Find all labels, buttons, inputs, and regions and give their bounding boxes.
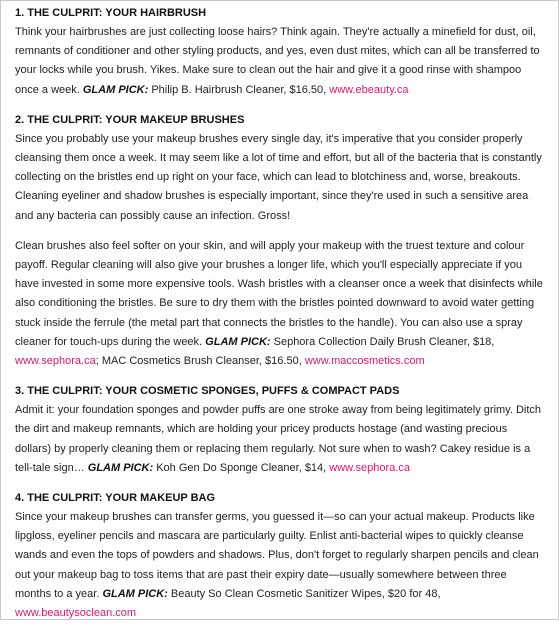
glam-pick-label: GLAM PICK: [82, 83, 149, 96]
paragraph-text: Admit it: your foundation sponges and powder puffs are one stroke away from being legitimately grimy. Ditch the dirt and makeup remnants, which are holding your pricey products hostage (and wasting precious dollars) by properly cleaning them or replacing them regularly. Not sure when to wash? Cakey residue is a tell-tale sign… [15, 404, 542, 474]
glam-pick-text: Philip B. Hairbrush Cleaner, $16.50, [148, 83, 330, 96]
section-heading: 2. THE CULPRIT: YOUR MAKEUP BRUSHES [15, 113, 245, 126]
section-makeup-bag [15, 489, 545, 623]
section-paragraph [15, 401, 545, 478]
section-heading: 1. THE CULPRIT: YOUR HAIRBRUSH [15, 7, 207, 19]
glam-pick-label: GLAM PICK: [205, 335, 271, 348]
glam-pick-label: GLAM PICK: [87, 461, 154, 474]
section-paragraph [15, 237, 545, 371]
sephora-link[interactable]: www.sephora.ca [329, 461, 410, 474]
article-body [15, 4, 545, 634]
paragraph-text: Since your makeup brushes can transfer germs, you guessed it—so can your actual makeup. Products like lipgloss, eyeliner pencils and mascara are particularly guilty. Enlist anti-bacterial wipes to quickly cleanse wands and even the tops of powders and shadows. Plus, don't forget to regularly sharpen pencils and clean out your makeup bag to toss items that are past their expiry date—usually somewhere between three months to a year. [15, 511, 539, 600]
paragraph-text: Since you probably use your makeup brushes every single day, it's imperative that you consider properly cleansing them once a week. It may seem like a lot of time and effort, but all of the bacteria that is constantly collecting on the bristles end up right on your face, which can lead to blotchiness and, worse, breakouts. Cleaning eyeliner and shadow brushes is especially important, since they're used in such a sensitive area and any bacteria can possibly cause an infection. Gross! [15, 132, 542, 222]
paragraph-text: Clean brushes also feel softer on your skin, and will apply your makeup with the truest texture and colour payoff. Regular cleaning will also give your brushes a longer life, which you'll especially appreciate if you have invested in some more expensive tools. Wash bristles with a cleanser once a week that disinfects while also conditioning the bristles. Be sure to dry them with the bristles pointed downward to avoid water getting stuck inside the ferrule (the metal part that connects the bristles to the handle). You can also use a spray cleaner for touch-ups during the week. [15, 239, 543, 348]
ebeauty-link[interactable]: www.ebeauty.ca [329, 83, 409, 96]
section-sponges [15, 382, 545, 478]
beautysoclean-link[interactable]: www.beautysoclean.com [15, 607, 137, 620]
section-paragraph [15, 23, 545, 100]
maccosmetics-link[interactable]: www.maccosmetics.com [304, 355, 425, 368]
section-paragraph [15, 508, 545, 623]
glam-pick-text: ; MAC Cosmetics Brush Cleanser, $16.50, [95, 355, 305, 368]
paragraph-text: Think your hairbrushes are just collecting loose hairs? Think again. They're actually a minefield for dust, oil, remnants of conditioner and other styling products, and yes, even dust mites, which can all be transferred to your locks while you brush. Yikes. Make sure to clean out the hair and give it a good rinse with shampoo once a week. [15, 26, 540, 96]
section-heading: 3. THE CULPRIT: YOUR COSMETIC SPONGES, PUFFS & COMPACT PADS [15, 385, 400, 398]
sephora-link[interactable]: www.sephora.ca [15, 355, 96, 368]
glam-pick-text: Beauty So Clean Cosmetic Sanitizer Wipes, $20 for 48, [167, 587, 441, 600]
section-hairbrush [15, 4, 545, 100]
section-heading: 4. THE CULPRIT: YOUR MAKEUP BAG [15, 492, 216, 505]
glam-pick-label: GLAM PICK: [102, 587, 168, 600]
glam-pick-text: Sephora Collection Daily Brush Cleaner, $18, [270, 335, 495, 348]
glam-pick-text: Koh Gen Do Sponge Cleaner, $14, [153, 461, 330, 474]
section-paragraph [15, 130, 545, 226]
section-makeup-brushes [15, 111, 545, 371]
